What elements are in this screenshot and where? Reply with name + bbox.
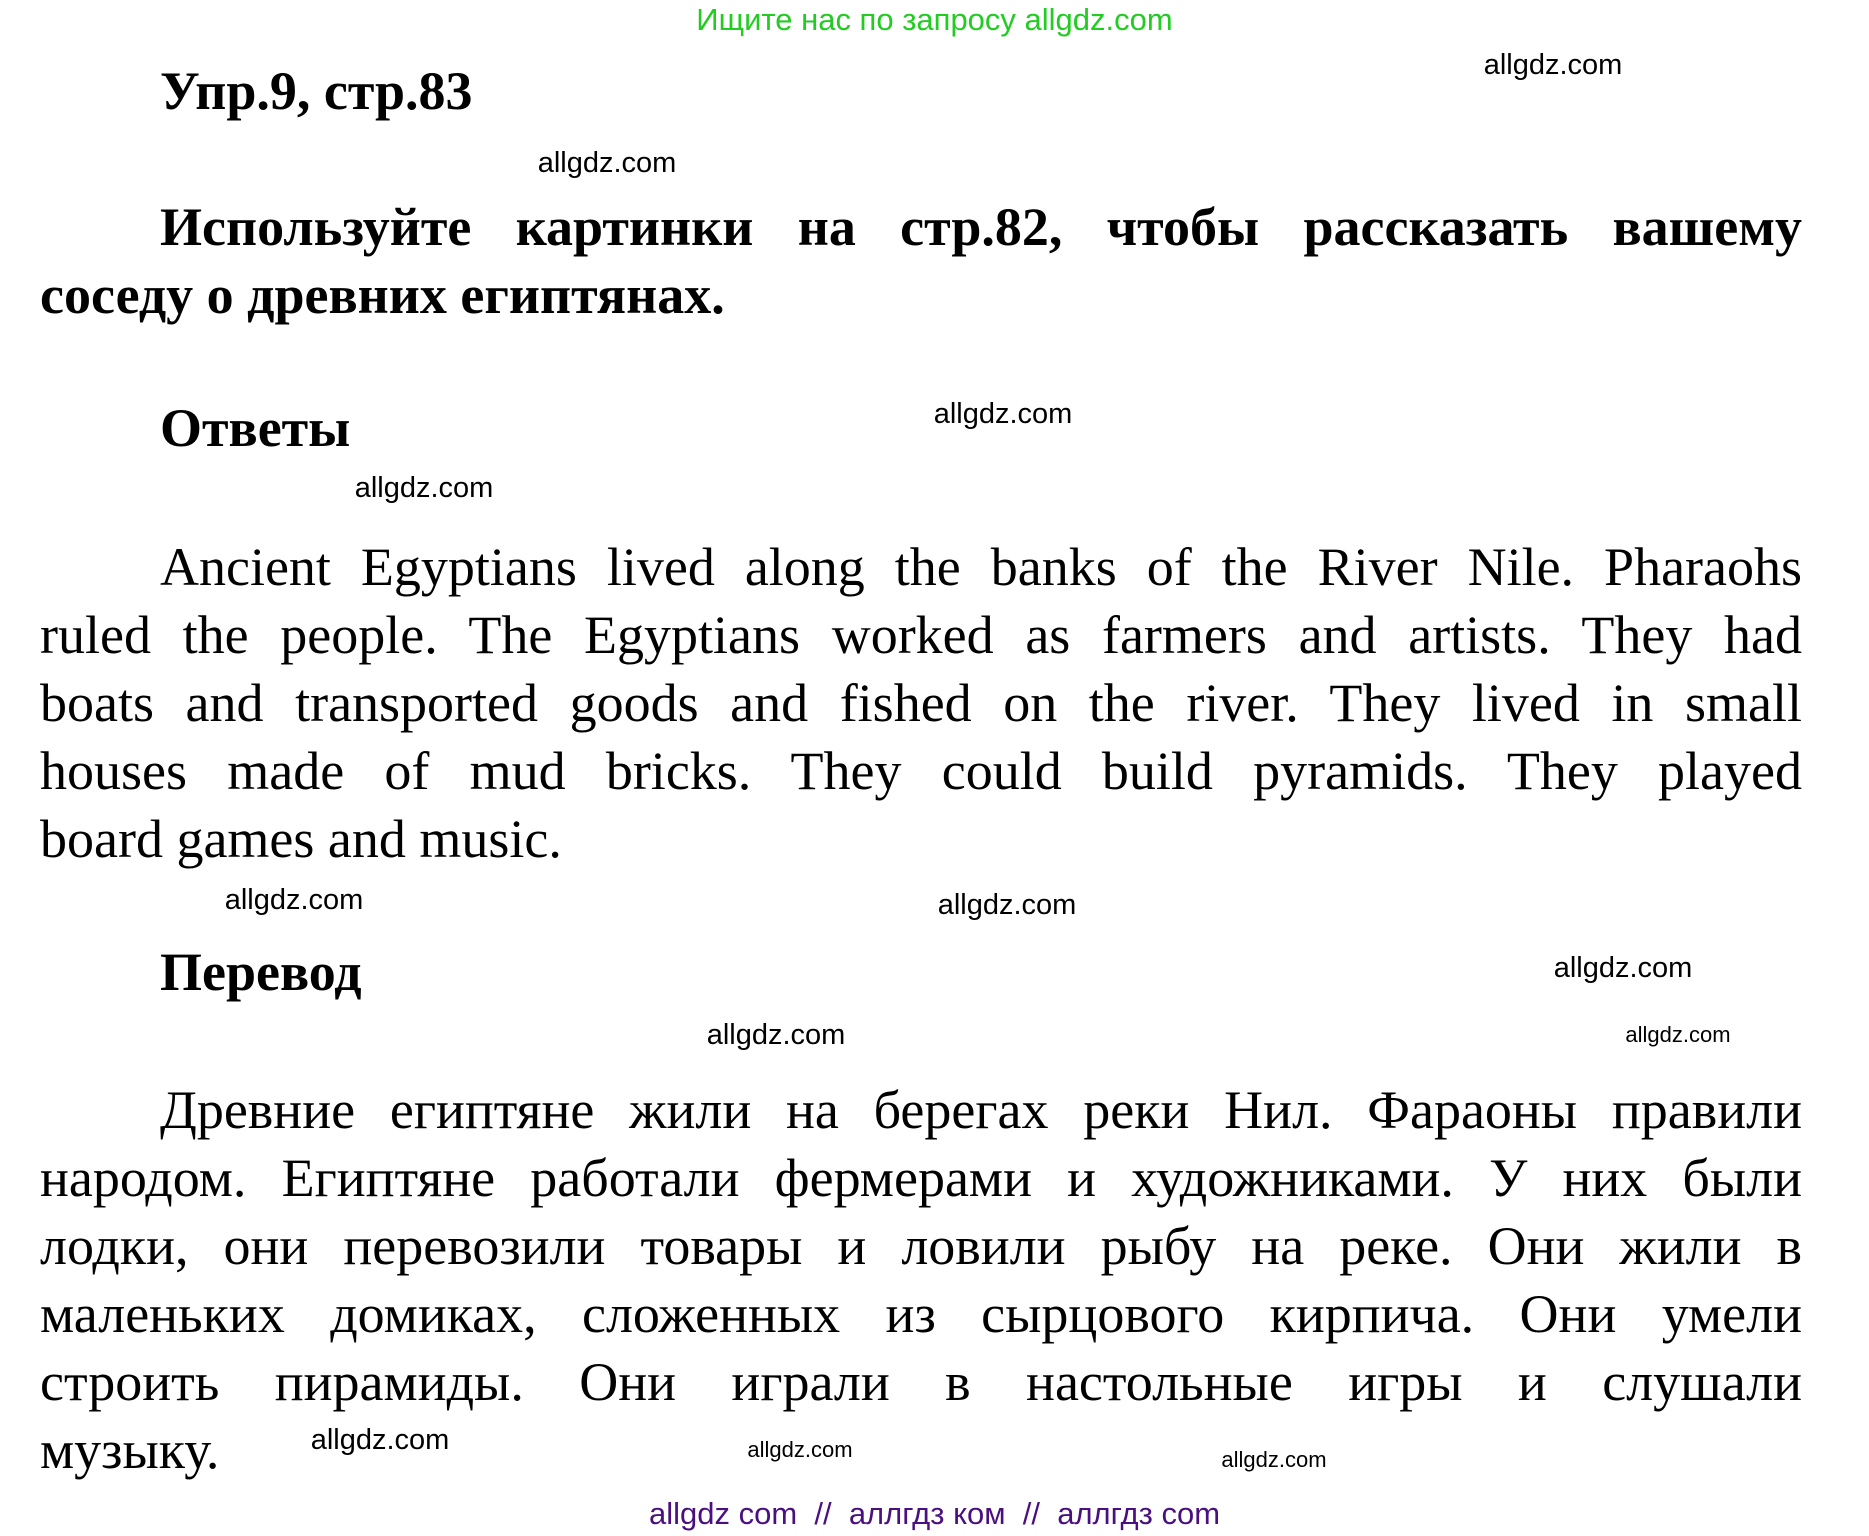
answer-line: houses made of mud bricks. They could build pyramids. They played <box>40 741 1802 801</box>
watermark: allgdz.com <box>224 884 364 916</box>
answer-text <box>40 533 1802 873</box>
answer-line: ruled the people. The Egyptians worked as farmers and artists. They had <box>40 605 1802 665</box>
translation-line: народом. Египтяне работали фермерами и художниками. У них были <box>40 1148 1802 1208</box>
top-banner: Ищите нас по запросу allgdz.com <box>696 2 1173 37</box>
answer-line: board games and music. <box>40 809 562 869</box>
watermark: allgdz.com <box>310 1424 450 1456</box>
translation-text <box>40 1076 1802 1484</box>
instruction-line: Используйте картинки на стр.82, чтобы рассказать вашему <box>160 197 1802 257</box>
translation-line: музыку. <box>40 1420 220 1480</box>
answers-heading: Ответы <box>160 398 351 458</box>
page-title: Упр.9, стр.83 <box>160 61 473 121</box>
watermark: allgdz.com <box>354 472 494 504</box>
footer-links: allgdz com // аллгдз ком // аллгдз com <box>648 1496 1221 1531</box>
watermark: allgdz.com <box>747 1437 853 1462</box>
watermark: allgdz.com <box>1553 952 1693 984</box>
translation-line: строить пирамиды. Они играли в настольные игры и слушали <box>40 1352 1802 1412</box>
watermark: allgdz.com <box>537 147 677 179</box>
translation-line: Древние египтяне жили на берегах реки Нил. Фараоны правили <box>160 1080 1802 1140</box>
watermark: allgdz.com <box>1221 1447 1327 1472</box>
watermark: allgdz.com <box>1483 49 1623 81</box>
answer-line: Ancient Egyptians lived along the banks of the River Nile. Pharaohs <box>160 537 1802 597</box>
watermark: allgdz.com <box>706 1019 846 1051</box>
translation-heading: Перевод <box>160 942 362 1002</box>
translation-line: лодки, они перевозили товары и ловили рыбу на реке. Они жили в <box>40 1216 1802 1276</box>
instruction <box>40 193 1802 329</box>
translation-line: маленьких домиках, сложенных из сырцового кирпича. Они умели <box>40 1284 1802 1344</box>
watermark: allgdz.com <box>1625 1022 1731 1047</box>
watermark: allgdz.com <box>937 889 1077 921</box>
watermark: allgdz.com <box>933 398 1073 430</box>
instruction-line: соседу о древних египтянах. <box>40 265 725 325</box>
answer-line: boats and transported goods and fished on the river. They lived in small <box>40 673 1802 733</box>
